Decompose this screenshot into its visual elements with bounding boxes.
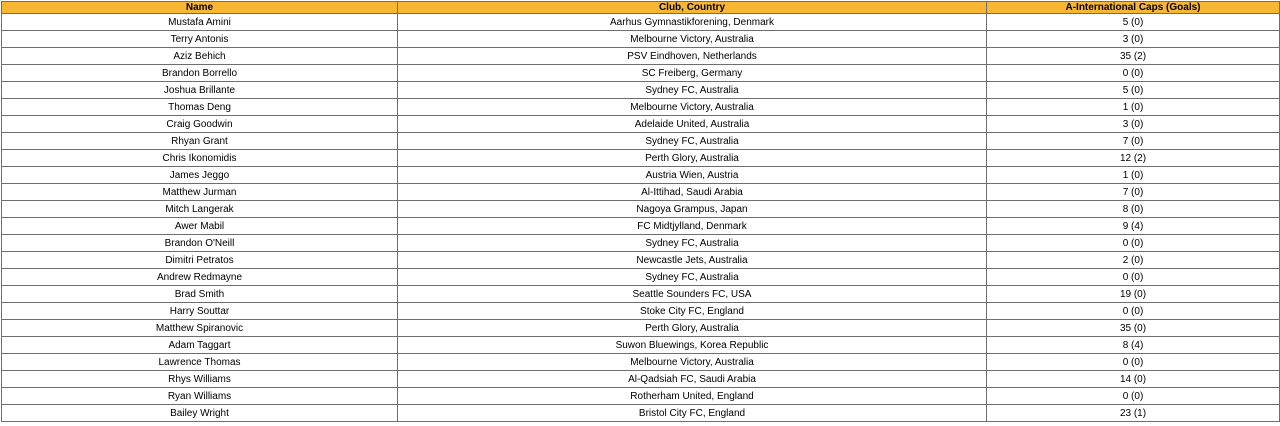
cell-club-country[interactable]: FC Midtjylland, Denmark bbox=[398, 218, 987, 235]
cell-caps-goals[interactable]: 35 (2) bbox=[987, 48, 1280, 65]
cell-name[interactable]: Awer Mabil bbox=[2, 218, 398, 235]
cell-club-country[interactable]: Perth Glory, Australia bbox=[398, 150, 987, 167]
table-row bbox=[2, 184, 1280, 201]
cell-name[interactable]: Thomas Deng bbox=[2, 99, 398, 116]
table-row bbox=[2, 354, 1280, 371]
table-row bbox=[2, 252, 1280, 269]
cell-name[interactable]: Chris Ikonomidis bbox=[2, 150, 398, 167]
cell-caps-goals[interactable]: 19 (0) bbox=[987, 286, 1280, 303]
cell-name[interactable]: Aziz Behich bbox=[2, 48, 398, 65]
cell-caps-goals[interactable]: 0 (0) bbox=[987, 65, 1280, 82]
cell-club-country[interactable]: PSV Eindhoven, Netherlands bbox=[398, 48, 987, 65]
table-row bbox=[2, 48, 1280, 65]
cell-club-country[interactable]: Melbourne Victory, Australia bbox=[398, 31, 987, 48]
cell-club-country[interactable]: Stoke City FC, England bbox=[398, 303, 987, 320]
cell-club-country[interactable]: Melbourne Victory, Australia bbox=[398, 99, 987, 116]
table-row bbox=[2, 14, 1280, 31]
cell-name[interactable]: Brandon Borrello bbox=[2, 65, 398, 82]
table-row bbox=[2, 218, 1280, 235]
cell-club-country[interactable]: Al-Qadsiah FC, Saudi Arabia bbox=[398, 371, 987, 388]
table-row bbox=[2, 269, 1280, 286]
cell-caps-goals[interactable]: 8 (4) bbox=[987, 337, 1280, 354]
cell-caps-goals[interactable]: 3 (0) bbox=[987, 31, 1280, 48]
table-row bbox=[2, 371, 1280, 388]
table-row bbox=[2, 337, 1280, 354]
cell-name[interactable]: Matthew Spiranovic bbox=[2, 320, 398, 337]
table-row bbox=[2, 320, 1280, 337]
header-club-country[interactable]: Club, Country bbox=[398, 2, 987, 14]
cell-caps-goals[interactable]: 1 (0) bbox=[987, 167, 1280, 184]
cell-caps-goals[interactable]: 0 (0) bbox=[987, 303, 1280, 320]
header-name[interactable]: Name bbox=[2, 2, 398, 14]
cell-name[interactable]: Brad Smith bbox=[2, 286, 398, 303]
cell-club-country[interactable]: Suwon Bluewings, Korea Republic bbox=[398, 337, 987, 354]
cell-club-country[interactable]: SC Freiberg, Germany bbox=[398, 65, 987, 82]
cell-name[interactable]: Lawrence Thomas bbox=[2, 354, 398, 371]
cell-name[interactable]: Andrew Redmayne bbox=[2, 269, 398, 286]
table-row bbox=[2, 133, 1280, 150]
table-row bbox=[2, 65, 1280, 82]
cell-caps-goals[interactable]: 7 (0) bbox=[987, 133, 1280, 150]
cell-club-country[interactable]: Perth Glory, Australia bbox=[398, 320, 987, 337]
cell-caps-goals[interactable]: 3 (0) bbox=[987, 116, 1280, 133]
cell-name[interactable]: Rhyan Grant bbox=[2, 133, 398, 150]
cell-club-country[interactable]: Aarhus Gymnastikforening, Denmark bbox=[398, 14, 987, 31]
cell-caps-goals[interactable]: 0 (0) bbox=[987, 235, 1280, 252]
table-row bbox=[2, 150, 1280, 167]
cell-caps-goals[interactable]: 35 (0) bbox=[987, 320, 1280, 337]
table-row bbox=[2, 303, 1280, 320]
table-row bbox=[2, 405, 1280, 422]
cell-name[interactable]: Terry Antonis bbox=[2, 31, 398, 48]
cell-caps-goals[interactable]: 8 (0) bbox=[987, 201, 1280, 218]
cell-caps-goals[interactable]: 1 (0) bbox=[987, 99, 1280, 116]
cell-club-country[interactable]: Rotherham United, England bbox=[398, 388, 987, 405]
cell-club-country[interactable]: Seattle Sounders FC, USA bbox=[398, 286, 987, 303]
cell-caps-goals[interactable]: 2 (0) bbox=[987, 252, 1280, 269]
cell-club-country[interactable]: Sydney FC, Australia bbox=[398, 82, 987, 99]
cell-club-country[interactable]: Bristol City FC, England bbox=[398, 405, 987, 422]
cell-name[interactable]: Craig Goodwin bbox=[2, 116, 398, 133]
cell-name[interactable]: Harry Souttar bbox=[2, 303, 398, 320]
cell-club-country[interactable]: Austria Wien, Austria bbox=[398, 167, 987, 184]
squad-table bbox=[1, 1, 1280, 422]
header-caps-goals[interactable]: A-International Caps (Goals) bbox=[987, 2, 1280, 14]
cell-name[interactable]: Rhys Williams bbox=[2, 371, 398, 388]
cell-name[interactable]: Matthew Jurman bbox=[2, 184, 398, 201]
cell-club-country[interactable]: Adelaide United, Australia bbox=[398, 116, 987, 133]
cell-name[interactable]: Mustafa Amini bbox=[2, 14, 398, 31]
cell-club-country[interactable]: Al-Ittihad, Saudi Arabia bbox=[398, 184, 987, 201]
cell-caps-goals[interactable]: 0 (0) bbox=[987, 269, 1280, 286]
table-row bbox=[2, 235, 1280, 252]
table-row bbox=[2, 286, 1280, 303]
table-row bbox=[2, 116, 1280, 133]
table-body bbox=[2, 14, 1280, 422]
cell-club-country[interactable]: Sydney FC, Australia bbox=[398, 235, 987, 252]
cell-caps-goals[interactable]: 5 (0) bbox=[987, 82, 1280, 99]
cell-name[interactable]: Dimitri Petratos bbox=[2, 252, 398, 269]
cell-club-country[interactable]: Newcastle Jets, Australia bbox=[398, 252, 987, 269]
cell-name[interactable]: James Jeggo bbox=[2, 167, 398, 184]
cell-name[interactable]: Brandon O'Neill bbox=[2, 235, 398, 252]
cell-name[interactable]: Mitch Langerak bbox=[2, 201, 398, 218]
cell-caps-goals[interactable]: 14 (0) bbox=[987, 371, 1280, 388]
cell-name[interactable]: Ryan Williams bbox=[2, 388, 398, 405]
cell-caps-goals[interactable]: 23 (1) bbox=[987, 405, 1280, 422]
table-header bbox=[2, 2, 1280, 14]
table-row bbox=[2, 388, 1280, 405]
cell-caps-goals[interactable]: 7 (0) bbox=[987, 184, 1280, 201]
cell-name[interactable]: Adam Taggart bbox=[2, 337, 398, 354]
header-row bbox=[2, 2, 1280, 14]
cell-caps-goals[interactable]: 0 (0) bbox=[987, 388, 1280, 405]
table-row bbox=[2, 99, 1280, 116]
cell-club-country[interactable]: Melbourne Victory, Australia bbox=[398, 354, 987, 371]
cell-caps-goals[interactable]: 0 (0) bbox=[987, 354, 1280, 371]
cell-caps-goals[interactable]: 9 (4) bbox=[987, 218, 1280, 235]
cell-caps-goals[interactable]: 5 (0) bbox=[987, 14, 1280, 31]
table-row bbox=[2, 82, 1280, 99]
cell-club-country[interactable]: Sydney FC, Australia bbox=[398, 133, 987, 150]
cell-club-country[interactable]: Nagoya Grampus, Japan bbox=[398, 201, 987, 218]
cell-club-country[interactable]: Sydney FC, Australia bbox=[398, 269, 987, 286]
table-row bbox=[2, 31, 1280, 48]
cell-caps-goals[interactable]: 12 (2) bbox=[987, 150, 1280, 167]
cell-name[interactable]: Bailey Wright bbox=[2, 405, 398, 422]
cell-name[interactable]: Joshua Brillante bbox=[2, 82, 398, 99]
table-row bbox=[2, 201, 1280, 218]
table-row bbox=[2, 167, 1280, 184]
